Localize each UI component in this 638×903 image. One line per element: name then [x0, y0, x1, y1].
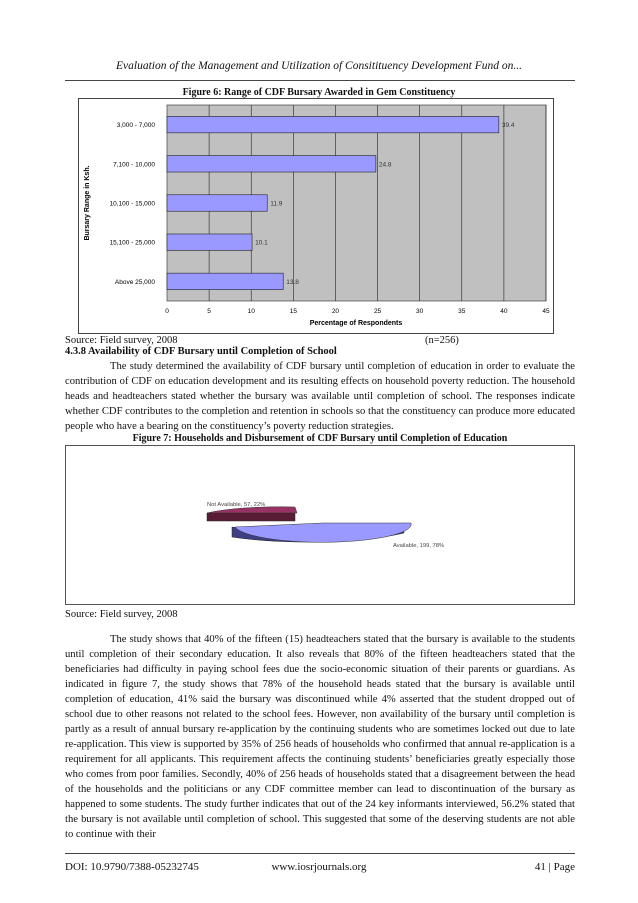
figure7-source: Source: Field survey, 2008	[65, 609, 178, 620]
chart6-value-label: 24.8	[378, 161, 392, 169]
chart6-x-tick-label: 10	[247, 308, 255, 315]
chart6-y-axis-label: Bursary Range in Ksh.	[84, 165, 91, 241]
section-heading: 4.3.8 Availability of CDF Bursary until Completion of School	[65, 346, 337, 357]
pie-label-not-available: Not Available, 57, 22%	[207, 502, 266, 508]
chart6-x-tick-label: 15	[289, 308, 297, 315]
chart6-value-label: 39.4	[501, 122, 515, 130]
chart6-value-label: 13.8	[286, 278, 299, 286]
figure7-pie-chart	[65, 445, 575, 605]
paragraph-2: The study shows that 40% of the fifteen (15) headteachers stated that the bursary is available to the students until completion of their secondary education. It also reveals that 80% of the fifteen headteachers stated that the beneficiaries had difficulty in paying school fees due the socio-economic situation of their parents or guardians. As indicated in figure 7, the study shows that 78% of the household heads stated that the bursary is available until completion of education, 41% said the bursary was discontinued while 4% asserted that the student dropped out of school due to other reasons not related to the school fees. However, non availability of the bursary until completion is partly as a result of annual bursary re-application by the continuing students who are sometimes locked out due to late re-application. This view is supported by 35% of 256 heads of households who confirmed that annual re-application is a requirement for all applicants. This requirement affects the continuing students’ beneficiaries greatly especially those who comes from poor families. Secondly, 40% of 256 heads of households stated that a disagreement between the head of the households and the politicians or any CDF committee member can lead to discontinuation of the bursary as happened to some students. The study further indicates that out of the 24 key informants interviewed, 56.2% stated that the bursary is not available until completion of school. This suggested that some of the deserving students are not able to continue with their	[65, 634, 575, 840]
footer-page-number: 41 | Page	[534, 861, 575, 873]
chart6-bar	[167, 195, 267, 211]
chart6-category-label: 3,000 - 7,000	[116, 122, 155, 130]
chart6-category-label: Above 25,000	[114, 278, 155, 286]
figure7-title: Figure 7: Households and Disbursement of CDF Bursary until Completion of Education	[132, 433, 508, 444]
chart6-category-label: 10,100 - 15,000	[109, 200, 155, 208]
chart6-value-label: 10.1	[255, 239, 268, 247]
footer-doi: DOI: 10.9790/7388-05232745	[65, 861, 199, 873]
paragraph-1: The study determined the availability of CDF bursary until completion of education in order to evaluate the contribution of CDF on education development and its resulting effects on household poverty reduction. The household heads and headteachers stated whether the bursary was available until completion of school. The responses indicate whether CDF contributes to the completion and retention in schools so that the constituency can produce more educated people who have a bearing on the constituency’s poverty reduction strategies.	[65, 361, 575, 432]
footer-website: www.iosrjournals.org	[271, 861, 367, 873]
chart6-x-tick-label: 40	[500, 308, 508, 315]
chart6-category-label: 15,100 - 25,000	[109, 239, 155, 247]
chart6-bar	[167, 116, 499, 132]
figure6-source: Source: Field survey, 2008	[65, 335, 178, 346]
chart6-x-tick-label: 5	[207, 308, 211, 315]
pie-slice-not-available-side	[207, 513, 295, 521]
chart6-x-tick-label: 30	[416, 308, 424, 315]
chart6-x-tick-label: 0	[165, 308, 169, 315]
chart6-x-tick-label: 35	[458, 308, 466, 315]
pie-label-available: Available, 199, 78%	[393, 543, 445, 549]
footer-divider	[65, 853, 575, 854]
chart6-bar	[167, 234, 252, 250]
chart6-category-label: 7,100 - 10,000	[113, 161, 155, 169]
chart6-x-tick-label: 20	[331, 308, 340, 315]
chart6-bar	[167, 156, 376, 172]
chart6-x-tick-label: 45	[542, 308, 550, 315]
chart6-x-axis-label: Percentage of Respondents	[309, 320, 403, 327]
chart6-bar	[167, 273, 283, 289]
chart6-x-tick-label: 25	[373, 308, 382, 315]
figure6-bar-chart	[78, 98, 554, 334]
running-header: Evaluation of the Management and Utilization of Consitituency Development Fund on...	[116, 60, 522, 72]
figure6-sample-size: (n=256)	[425, 335, 459, 346]
figure6-title: Figure 6: Range of CDF Bursary Awarded in Gem Constituency	[182, 87, 456, 98]
chart6-value-label: 11.9	[270, 200, 283, 208]
header-divider	[65, 80, 575, 81]
